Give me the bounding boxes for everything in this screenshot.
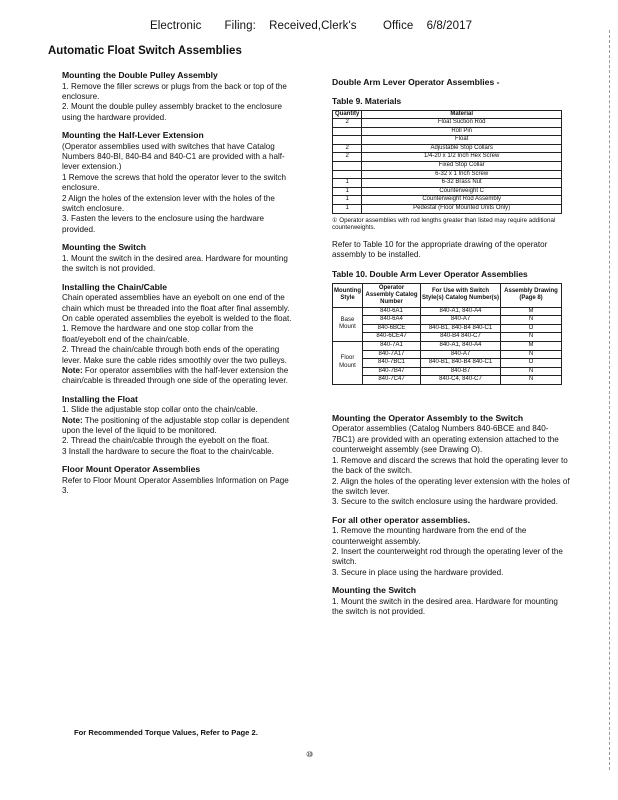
table-cell: N xyxy=(501,350,562,359)
table-cell: 6-32 x 1 Inch Screw xyxy=(362,170,562,179)
table-cell: 840-A1, 840-A4 xyxy=(421,342,501,351)
table-cell: N xyxy=(501,367,562,376)
section-heading: Installing the Float xyxy=(62,393,138,404)
scan-edge xyxy=(609,30,610,770)
table-cell xyxy=(333,170,362,179)
section-body: (Operator assemblies used with switches that have Catalog Numbers 840-BI, 840-B4 and 840-C1 are provided with a half-lever extension.) 1 Remove the screws that hold the operator lever to the switch enclosure. 2 Align the holes of the extension lever with the holes of the switch enclosure. 3. Fasten the levers to the enclosure using the hardware provided. xyxy=(62,141,287,234)
table-cell: 1 xyxy=(333,205,362,214)
table-cell: 840-A1, 840-A4 xyxy=(421,307,501,316)
table-cell: 1 xyxy=(333,196,362,205)
table-cell xyxy=(333,127,362,136)
section-heading: Double Arm Lever Operator Assemblies - xyxy=(332,77,500,87)
section-body: 1. Mount the switch in the desired area. Hardware for mounting the switch is not provided. xyxy=(62,253,288,274)
section-body: 1. Remove the mounting hardware from the end of the counterweight assembly. 2. Insert the counterweight rod through the operating lever of the switch. 3. Secure in place using the hardware provided. xyxy=(332,526,563,577)
table-row xyxy=(333,136,562,145)
table10-title: Table 10. Double Arm Lever Operator Assemblies xyxy=(332,268,528,279)
table-cell: 840-A7 xyxy=(421,350,501,359)
table-cell: 840-B1, 840-B4 840-C1 xyxy=(421,324,501,333)
table-row xyxy=(333,316,562,325)
table-cell: O xyxy=(501,359,562,368)
table-cell xyxy=(333,162,362,171)
table-header: Operator Assembly Catalog Number xyxy=(363,283,421,307)
filing-stamp: Electronic Filing: Received,Clerk's Office 6/8/2017 xyxy=(150,20,473,32)
materials-table xyxy=(332,110,562,214)
table9-footnote: ① Operator assemblies with rod lengths greater than listed may require additional counterweights. xyxy=(332,216,556,232)
table-header: Quantity xyxy=(333,110,362,119)
table-cell: 840-B4 840-C7 xyxy=(421,333,501,342)
right-column xyxy=(332,70,570,618)
table-cell: 840-6A4 xyxy=(363,316,421,325)
table-cell: Float Suction Rod xyxy=(362,119,562,128)
section-heading: Mounting the Switch xyxy=(332,585,417,596)
section-heading: Mounting the Operator Assembly to the Switch xyxy=(332,412,524,423)
section-body: Chain operated assemblies have an eyebolt on one end of the chain which must be threaded into the float after final assembly. On cable operated assemblies the eyebolt is welded to the float. 1. Remove the hardware and one stop collar from the float/eyebolt end of the chain/cable. 2. Thread the chain/cable through both ends of the operating lever. Make sure the cable rides smoothly over the two pulleys. Note: For operator assemblies with the half-lever extension the chain/cable is threaded through one side of the operating lever. xyxy=(62,293,292,386)
table-cell: 1/4-20 x 1/2 Inch Hex Screw xyxy=(362,153,562,162)
section-heading: Mounting the Half-Lever Extension xyxy=(62,130,204,141)
table-cell: Counterweight Rod Assembly xyxy=(362,196,562,205)
section-heading: Installing the Chain/Cable xyxy=(62,281,168,292)
table9-title: Table 9. Materials xyxy=(332,95,402,106)
table-row xyxy=(333,162,562,171)
table-row xyxy=(333,376,562,385)
section-heading: For all other operator assemblies. xyxy=(332,514,471,525)
table-cell: 840-7C47 xyxy=(363,376,421,385)
table-row xyxy=(333,170,562,179)
table-cell: 2 xyxy=(333,119,362,128)
section-heading: Mounting the Double Pulley Assembly xyxy=(62,70,218,80)
table-cell: 840-7BC1 xyxy=(363,359,421,368)
table-cell: 2 xyxy=(333,153,362,162)
table-row xyxy=(333,324,562,333)
table-cell: O xyxy=(501,324,562,333)
table-row xyxy=(333,127,562,136)
table-cell: M xyxy=(501,307,562,316)
table-cell: M xyxy=(501,342,562,351)
table-row xyxy=(333,307,562,316)
table-row xyxy=(333,153,562,162)
section-body: Operator assemblies (Catalog Numbers 840-6BCE and 840-7BC1) are provided with an operating extension attached to the counterweight assembly (see Drawing O). 1. Remove and discard the screws that hold the operating lever to the back of the switch. 2. Align the holes of the operating lever extension with the holes of the switch lever. 3. Secure to the switch enclosure using the hardware provided. xyxy=(332,424,570,507)
table-cell: 1 xyxy=(333,187,362,196)
table-header: Mounting Style xyxy=(333,283,363,307)
table-cell: Roll Pin xyxy=(362,127,562,136)
table-cell: Adjustable Stop Collars xyxy=(362,144,562,153)
table-cell: 840-6BCE xyxy=(363,324,421,333)
table-header: Assembly Drawing (Page 8) xyxy=(501,283,562,307)
table-cell: Float xyxy=(362,136,562,145)
table-cell: 2 xyxy=(333,144,362,153)
table-cell: 6-32 Brass Nut xyxy=(362,179,562,188)
table-cell: N xyxy=(501,316,562,325)
table-row xyxy=(333,196,562,205)
table-cell: Pedestal (Floor Mounted Units Only) xyxy=(362,205,562,214)
section-body: 1. Mount the switch in the desired area. Hardware for mounting the switch is not provided. xyxy=(332,596,558,617)
table-cell: 840-B1, 840-B4 840-C1 xyxy=(421,359,501,368)
table-cell: 840-B7 xyxy=(421,367,501,376)
document-title: Automatic Float Switch Assemblies xyxy=(48,45,242,57)
section-body: 1. Slide the adjustable stop collar onto the chain/cable. Note: The positioning of the adjustable stop collar is dependent upon the level of the liquid to be monitored. 2. Thread the chain/cable through the eyebolt on the float. 3 Install the hardware to secure the float to the chain/cable. xyxy=(62,405,290,456)
table-row xyxy=(333,359,562,368)
table-cell: N xyxy=(501,376,562,385)
table-cell: 840-6A1 xyxy=(363,307,421,316)
table-cell: Fixed Stop Collar xyxy=(362,162,562,171)
table-row xyxy=(333,179,562,188)
table-cell: 840-7A1 xyxy=(363,342,421,351)
operator-assemblies-table xyxy=(332,283,562,385)
page-footer: For Recommended Torque Values, Refer to Page 2. xyxy=(74,728,258,737)
table-row xyxy=(333,119,562,128)
mounting-style-cell: Base Mount xyxy=(333,307,363,341)
section-heading: Mounting the Switch xyxy=(62,242,147,253)
table-header: For Use with Switch Style(s) Catalog Number(s) xyxy=(421,283,501,307)
table-row xyxy=(333,187,562,196)
section-body: 1. Remove the filler screws or plugs from the back or top of the enclosure. 2. Mount the double pulley assembly bracket to the enclosure using the hardware provided. xyxy=(62,81,287,122)
table-header: Material xyxy=(362,110,562,119)
section-heading: Floor Mount Operator Assemblies xyxy=(62,464,201,475)
table-cell: N xyxy=(501,333,562,342)
table-row xyxy=(333,350,562,359)
left-column xyxy=(62,70,294,497)
table-row xyxy=(333,205,562,214)
table-cell: 840-6CE47 xyxy=(363,333,421,342)
table-cell: 840-7A17 xyxy=(363,350,421,359)
page-number: ⑩ xyxy=(306,750,314,759)
section-body: Refer to Floor Mount Operator Assemblies Information on Page 3. xyxy=(62,475,289,496)
table-row xyxy=(333,333,562,342)
refer-text: Refer to Table 10 for the appropriate drawing of the operator assembly to be installed. xyxy=(332,239,548,260)
table-cell: 840-7B47 xyxy=(363,367,421,376)
table-cell: 1 xyxy=(333,179,362,188)
mounting-style-cell: Floor Mount xyxy=(333,342,363,385)
table-cell: 840-A7 xyxy=(421,316,501,325)
table-cell xyxy=(333,136,362,145)
table-cell: 840-C4, 840-C7 xyxy=(421,376,501,385)
table-row xyxy=(333,342,562,351)
table-row xyxy=(333,367,562,376)
table-row xyxy=(333,144,562,153)
table-cell: Counterweight C xyxy=(362,187,562,196)
